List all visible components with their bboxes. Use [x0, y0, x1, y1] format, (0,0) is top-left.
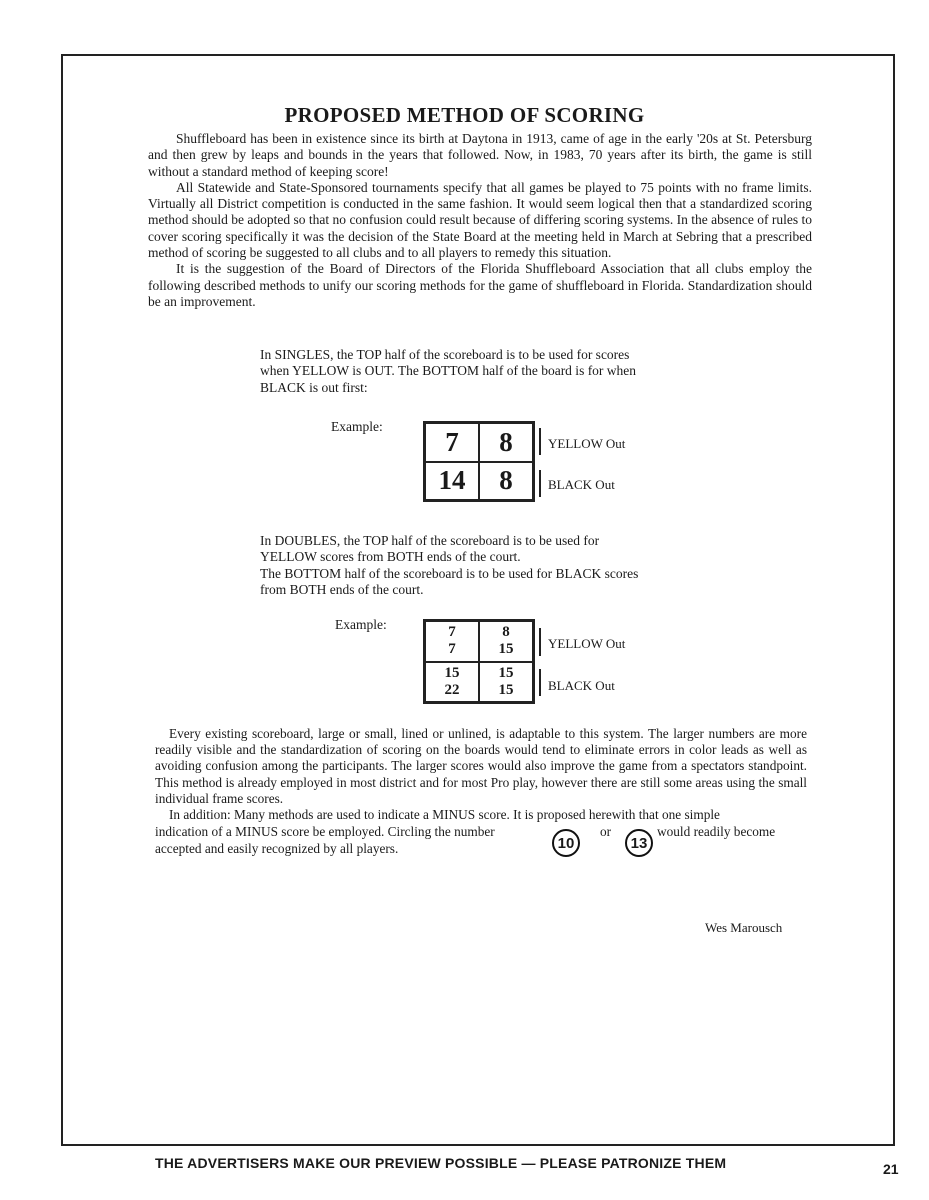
bracket-mark: [539, 628, 541, 656]
closing-paragraph-2-line-1: In addition: Many methods are used to indicate a MINUS score. It is proposed herewith that one simple: [169, 807, 720, 823]
author-signature: Wes Marousch: [705, 920, 783, 935]
closing-paragraph-1: Every existing scoreboard, large or small, lined or unlined, is adaptable to this system. The larger numbers are more readily visible and the standardization of scoring on the boards would tend to eliminate errors in color leads as well as avoiding confusion among the participants. The larger scores would also improve the game from a spectators standpoint. This method is already employed in most district and for most Pro play, however there are still some areas using the small individual frame scores.: [155, 726, 807, 806]
bracket-mark: [539, 470, 541, 497]
footer-slogan: THE ADVERTISERS MAKE OUR PREVIEW POSSIBLE — PLEASE PATRONIZE THEM: [155, 1155, 727, 1171]
score-value: 15: [498, 681, 514, 698]
doubles-example-label: Example:: [335, 617, 387, 632]
scoreboard-cell: [479, 621, 533, 662]
doubles-line: The BOTTOM half of the scoreboard is to be used for BLACK scores: [260, 565, 639, 581]
score-value: 8: [502, 624, 510, 641]
singles-line: BLACK is out first:: [260, 379, 368, 395]
page-title: PROPOSED METHOD OF SCORING: [284, 103, 645, 127]
closing-paragraph-2-line-2: indication of a MINUS score be employed. Circling the number: [155, 824, 495, 839]
minus-score-circle: 10: [552, 829, 580, 857]
singles-scoreboard: [423, 421, 535, 502]
doubles-yellow-out-label: YELLOW Out: [548, 636, 626, 651]
singles-line: when YELLOW is OUT. The BOTTOM half of the board is for when: [260, 363, 637, 379]
scoreboard-cell: [425, 662, 479, 703]
singles-yellow-out-label: YELLOW Out: [548, 436, 626, 451]
closing-paragraph-2-line-3: accepted and easily recognized by all players.: [155, 841, 399, 856]
singles-line: In SINGLES, the TOP half of the scoreboard is to be used for scores: [260, 347, 630, 362]
closing-continuation: would readily become: [657, 824, 776, 839]
bracket-mark: [539, 428, 541, 455]
score-value: 15: [444, 664, 460, 681]
doubles-black-out-label: BLACK Out: [548, 678, 615, 693]
doubles-line: from BOTH ends of the court.: [260, 581, 424, 597]
intro-paragraph-1: Shuffleboard has been in existence since its birth at Daytona in 1913, came of age in the early '20s at St. Petersburg and then grew by leaps and bounds in the years that followed. Now, in 1983, 70 years after its birth, the game is still without a standard method of keeping score!: [148, 131, 812, 179]
scoreboard-cell: 8: [479, 462, 533, 501]
intro-paragraph-3: It is the suggestion of the Board of Directors of the Florida Shuffleboard Association that all clubs employ the following described methods to unify our scoring methods for the game of shuffleboard in Florida. Standardization should be an improvement.: [148, 261, 812, 309]
score-value: 15: [498, 641, 514, 658]
or-text: or: [600, 824, 612, 839]
doubles-scoreboard: [423, 619, 535, 704]
doubles-line: In DOUBLES, the TOP half of the scoreboard is to be used for: [260, 533, 600, 548]
singles-black-out-label: BLACK Out: [548, 477, 615, 492]
scoreboard-cell: [425, 621, 479, 662]
scoreboard-cell: 14: [425, 462, 479, 501]
scoreboard-cell: [479, 662, 533, 703]
closing-paragraph: [155, 726, 807, 823]
intro-paragraph: [148, 131, 812, 310]
doubles-line: YELLOW scores from BOTH ends of the court.: [260, 549, 521, 565]
singles-example-label: Example:: [331, 419, 383, 434]
scoreboard-cell: 8: [479, 423, 533, 462]
score-value: 15: [498, 664, 514, 681]
intro-paragraph-2: All Statewide and State-Sponsored tournaments specify that all games be played to 75 points with no frame limits. Virtually all District competition is conducted in the same fashion. It would seem logical then that a standardized scoring method should be adopted so that no confusion could result because of differing scoring systems. In the absence of rules to cover scoring specifically it was the decision of the State Board at the meeting held in March at Sebring that a prescribed method of scoring be suggested to all clubs and to all players to remedy this situation.: [148, 179, 812, 261]
minus-score-circle: 13: [625, 829, 653, 857]
score-value: 7: [448, 624, 456, 641]
score-value: 7: [448, 641, 456, 658]
score-value: 22: [444, 681, 460, 698]
bracket-mark: [539, 669, 541, 696]
scoreboard-cell: 7: [425, 423, 479, 462]
page-number: 21: [883, 1161, 899, 1177]
doubles-description: [260, 533, 710, 598]
singles-description: [260, 347, 710, 396]
